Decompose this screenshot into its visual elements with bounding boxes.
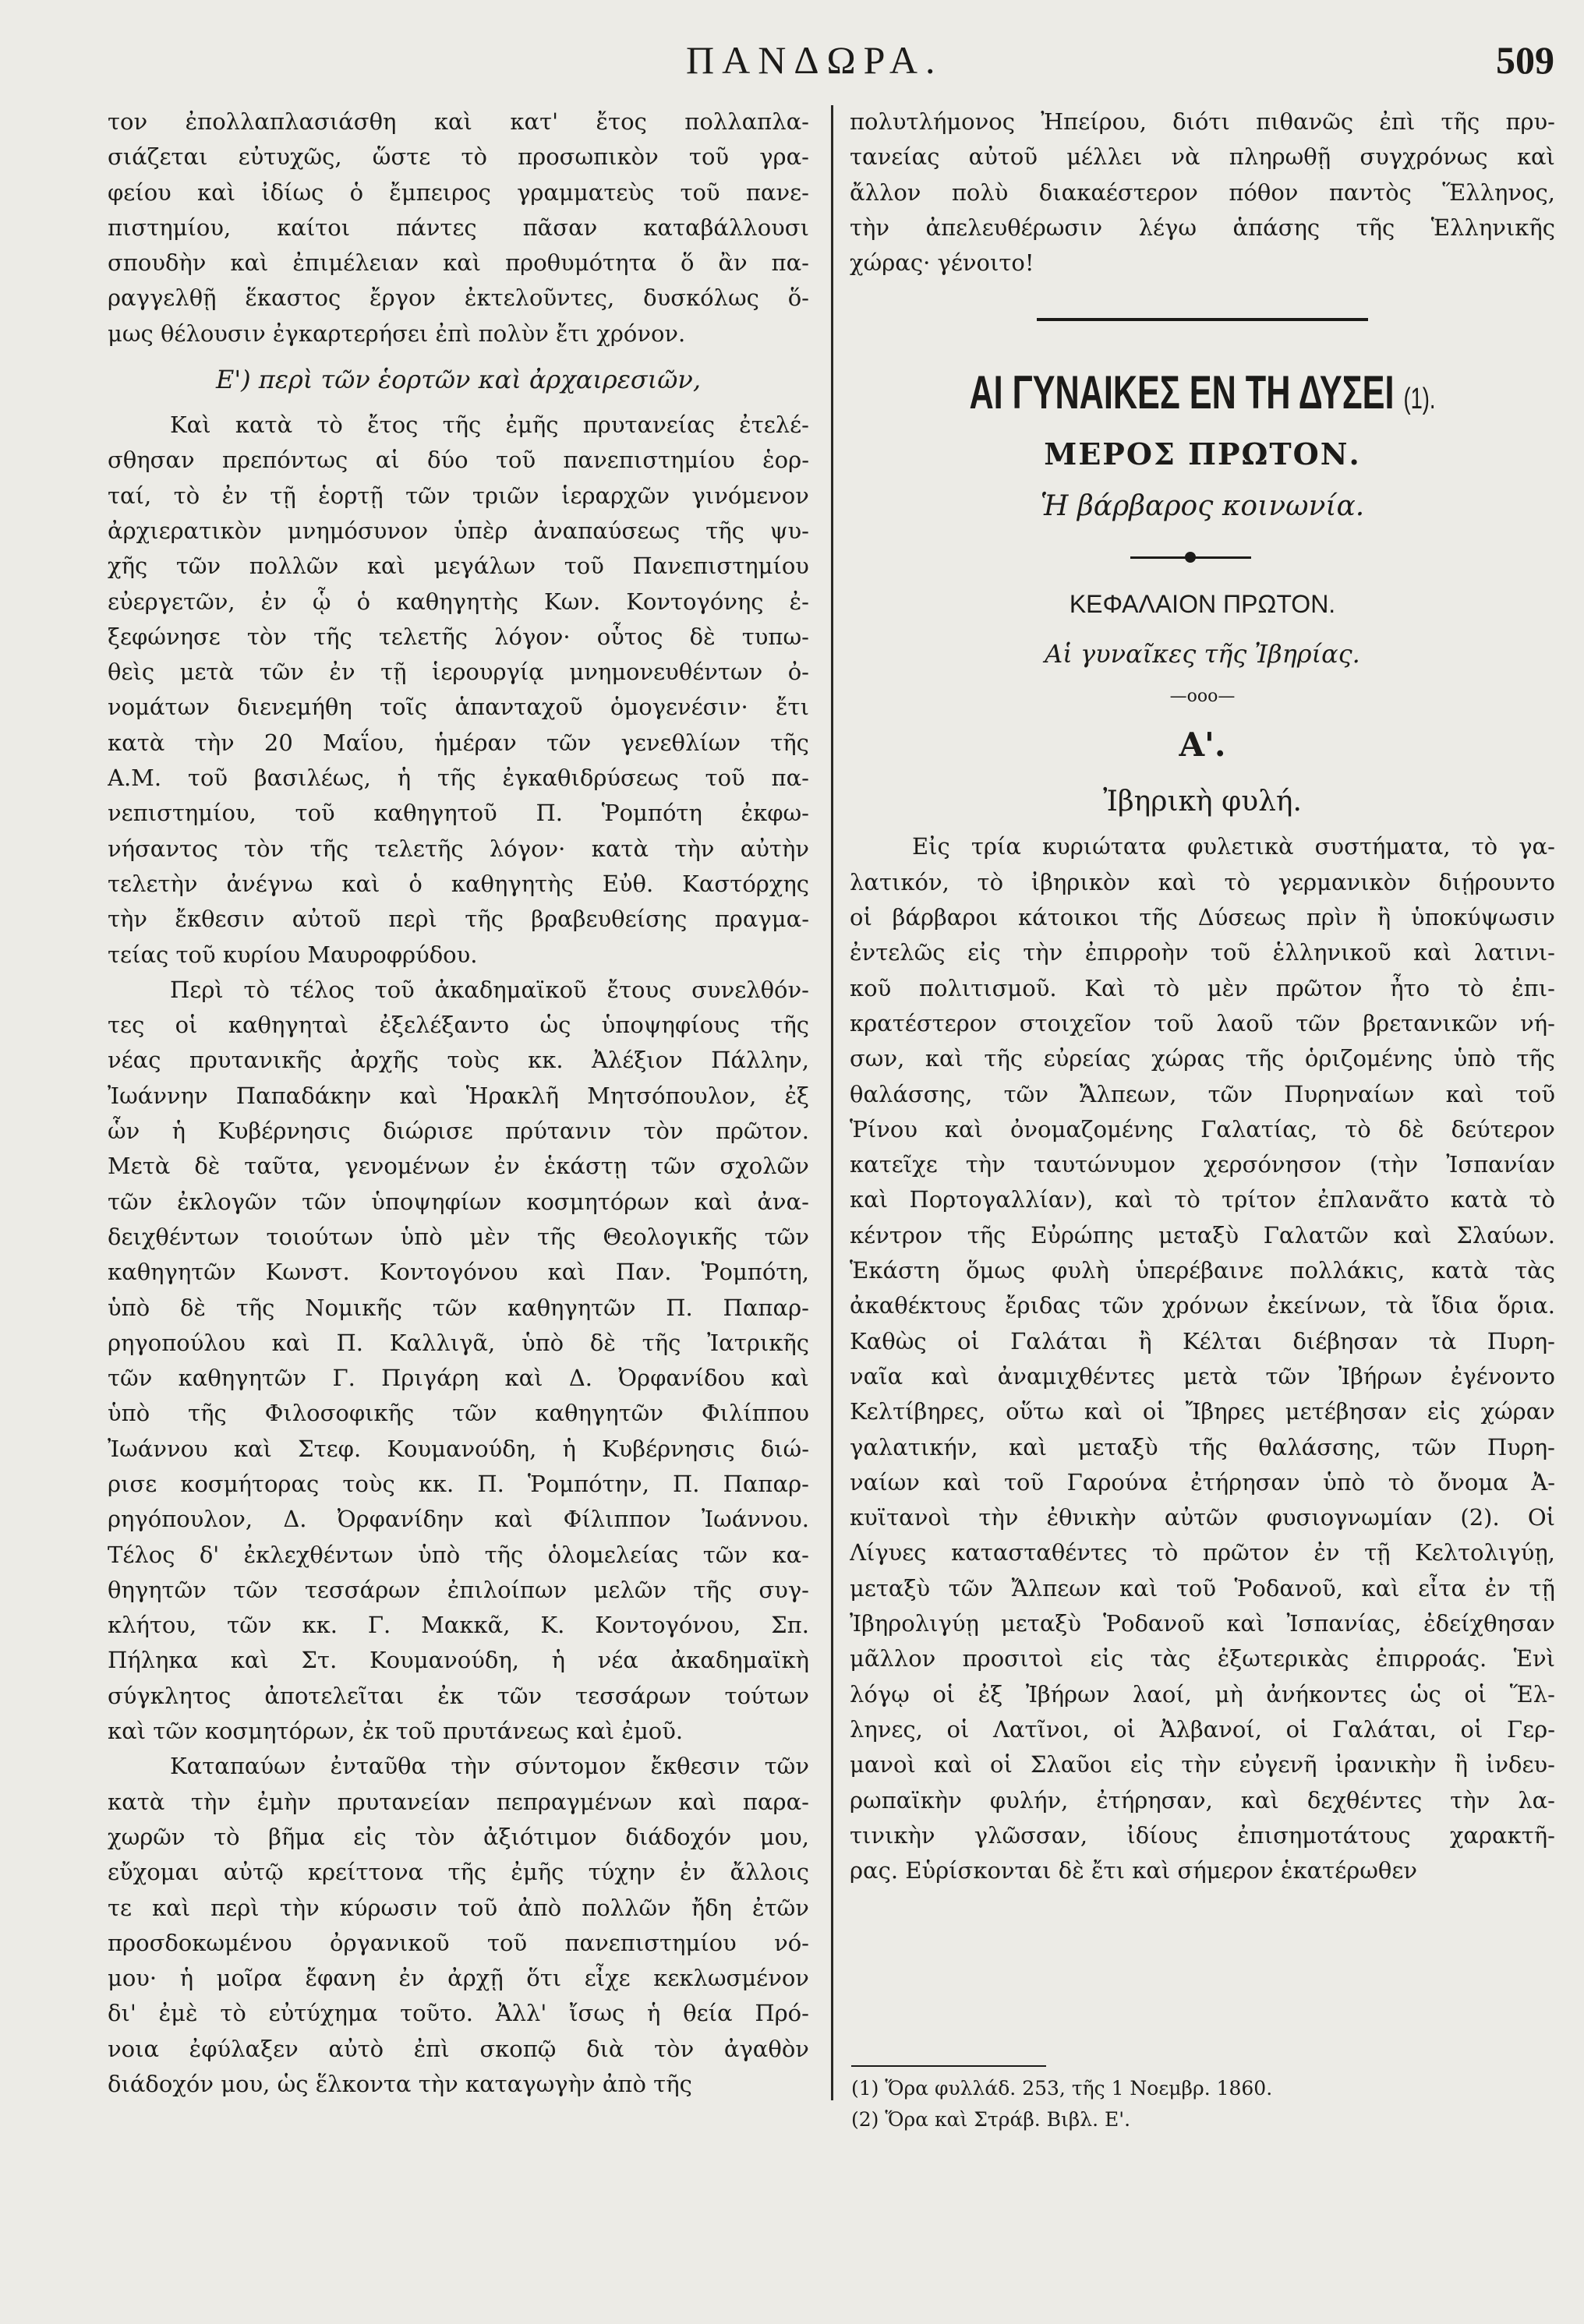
- text-line: χώρας· γένοιτο!: [850, 249, 1034, 277]
- section-title: Ἰβηρικὴ φυλή.: [1103, 786, 1302, 818]
- text-line: ἀρχιερατικὸν μνημόσυνον ὑπὲρ ἀναπαύσεως τῆς ψυ-: [108, 517, 809, 544]
- text-line: κυϊτανοὶ τὴν ἐθνικὴν αὐτῶν φυσιογνωμίαν (2). Οἱ: [850, 1504, 1555, 1531]
- text-line: ναίων καὶ τοῦ Γαρούνα ἐτήρησαν ὑπὸ τὸ ὄνομα Ἀ-: [850, 1468, 1555, 1496]
- text-line: κέντρον τῆς Εὐρώπης μεταξὺ Γαλατῶν καὶ Σλαύων.: [850, 1221, 1555, 1249]
- text-line: τες οἱ καθηγηταὶ ἐξελέξαντο ὡς ὑποψηφίους τῆς: [108, 1012, 809, 1039]
- text-line: τὴν ἔκθεσιν αὐτοῦ περὶ τῆς βραβευθείσης πραγμα-: [108, 906, 809, 933]
- text-line: ρισε κοσμήτορας τοὺς κκ. Π. Ῥομπότην, Π. Παπαρ-: [108, 1470, 809, 1497]
- text-line: καθηγητῶν Κωνστ. Κοντογόνου καὶ Παν. Ῥομπότη,: [108, 1259, 809, 1286]
- text-line: λατικόν, τὸ ἰβηρικὸν καὶ τὸ γερμανικὸν διῄρουντο: [850, 868, 1555, 895]
- text-line: τῶν ἐκλογῶν τῶν ὑποψηφίων κοσμητόρων καὶ ἀνα-: [108, 1188, 809, 1215]
- part-subtitle: Ἡ βάρβαρος κοινωνία.: [1040, 490, 1365, 523]
- text-line: κατὰ τὴν 20 Μαΐου, ἡμέραν τῶν γενεθλίων τῆς: [108, 729, 809, 756]
- text-line: ρας. Εὑρίσκονται δὲ ἔτι καὶ σήμερον ἑκατέρωθεν: [850, 1857, 1418, 1884]
- text-line: ὑπὸ τῆς Φιλοσοφικῆς τῶν καθηγητῶν Φιλίππου: [108, 1400, 809, 1427]
- text-line: σιάζεται εὐτυχῶς, ὥστε τὸ προσωπικὸν τοῦ γρα-: [108, 143, 809, 171]
- chapter-title: ΚΕΦΑΛΑΙΟΝ ΠΡΩΤΟΝ.: [1069, 590, 1336, 619]
- text-line: ναῖα καὶ ἀναμιχθέντες μετὰ τῶν Ἰβήρων ἐγένοντο: [850, 1362, 1555, 1390]
- text-line: καὶ Πορτογαλλίαν), καὶ τὸ τρίτον ἐπλανᾶτο κατὰ τὸ: [850, 1186, 1555, 1213]
- text-line: ραγγελθῇ ἕκαστος ἔργον ἐκτελοῦντες, δυσκόλως ὅ-: [108, 284, 809, 312]
- text-line: δι' ἐμὲ τὸ εὐτύχημα τοῦτο. Ἀλλ' ἴσως ἡ θεία Πρό-: [108, 2000, 809, 2027]
- text-line: ληνες, οἱ Λατῖνοι, οἱ Ἀλβανοί, οἱ Γαλάται, οἱ Γερ-: [850, 1715, 1555, 1743]
- text-line: κατεῖχε τὴν ταυτώνυμον χερσόνησον (τὴν Ἰσπανίαν: [850, 1151, 1555, 1178]
- text-line: ἀκαθέκτους ἔριδας τῶν χρόνων ἐκείνων, τὰ ἴδια ὅρια.: [850, 1292, 1555, 1319]
- text-line: νέας πρυτανικῆς ἀρχῆς τοὺς κκ. Ἀλέξιον Πάλλην,: [108, 1047, 809, 1074]
- text-line: τελετὴν ἀνέγνω καὶ ὁ καθηγητὴς Εὐθ. Καστόρχης: [108, 870, 809, 897]
- text-line: τὴν ἀπελευθέρωσιν λέγω ἁπάσης τῆς Ἑλληνικῆς: [850, 214, 1555, 241]
- text-line: ρηγοπούλου καὶ Π. Καλλιγᾶ, ὑπὸ δὲ τῆς Ἰατρικῆς: [108, 1329, 809, 1356]
- text-line: μου· ἡ μοῖρα ἔφανη ἐν ἀρχῇ ὅτι εἶχε κεκλωσμένον: [108, 1965, 809, 1992]
- text-line: τον ἐπολλαπλασιάσθη καὶ κατ' ἔτος πολλαπλα-: [108, 108, 809, 135]
- text-line: Εἰς τρία κυριώτατα φυλετικὰ συστήματα, τὸ γα-: [912, 833, 1555, 860]
- footnote-rule: [851, 2065, 1046, 2067]
- text-line: ρωπαϊκὴν φυλήν, ἐτήρησαν, καὶ δεχθέντες τὴν λα-: [850, 1786, 1555, 1814]
- text-line: γαλατικήν, καὶ μεταξὺ τῆς θαλάσσης, τῶν Πυρη-: [850, 1433, 1555, 1460]
- footnote-2: (2) Ὅρα καὶ Στράβ. Βιβλ. Ε'.: [851, 2108, 1131, 2131]
- text-line: Λίγυες κατασταθέντες τὸ πρῶτον ἐν τῇ Κελτολιγύῃ,: [850, 1539, 1555, 1566]
- text-line: ξεφώνησε τὸν τῆς τελετῆς λόγον· οὗτος δὲ τυπω-: [108, 623, 809, 650]
- text-line: πιστημίου, καίτοι πάντες πᾶσαν καταβάλλουσι: [108, 214, 809, 241]
- right-column: [850, 104, 1555, 1888]
- text-line: ἄλλον πολὺ διακαέστερον πόθον παντὸς Ἕλληνος,: [850, 178, 1555, 206]
- part-title: ΜΕΡΟΣ ΠΡΩΤΟΝ.: [1044, 436, 1361, 472]
- text-line: θηγητῶν τῶν τεσσάρων ἐπιλοίπων μελῶν τῆς συγ-: [108, 1576, 809, 1603]
- paragraph: [108, 408, 809, 973]
- text-line: τινικὴν γλῶσσαν, ἰδίους ἐπισημοτάτους χαρακτῆ-: [850, 1821, 1555, 1849]
- section-rule: [850, 281, 1555, 355]
- text-line: Ἰωάννην Παπαδάκην καὶ Ἡρακλῆ Μητσόπουλον, ἐξ: [108, 1082, 809, 1109]
- text-line: μεταξὺ τῶν Ἄλπεων καὶ τοῦ Ῥοδανοῦ, καὶ εἶτα ἐν τῇ: [850, 1574, 1555, 1602]
- separator: —ooo—: [1169, 687, 1236, 707]
- text-line: Μετὰ δὲ ταῦτα, γενομένων ἐν ἑκάστῃ τῶν σχολῶν: [108, 1153, 809, 1180]
- text-line: μᾶλλον προσιτοὶ εἰς τὰς ἐξωτερικὰς ἐπιρροάς. Ἑνὶ: [850, 1645, 1555, 1672]
- running-head: [0, 37, 1584, 92]
- paragraph: [850, 104, 1555, 281]
- text-line: καὶ τῶν κοσμητόρων, ἐκ τοῦ πρυτάνεως καὶ ἐμοῦ.: [108, 1718, 684, 1745]
- text-line: οἱ βάρβαροι κάτοικοι τῆς Δύσεως πρὶν ἢ ὑποκύψωσιν: [850, 904, 1555, 931]
- text-line: ταί, τὸ ἐν τῇ ἑορτῇ τῶν τριῶν ἱεραρχῶν γινόμενον: [108, 482, 809, 509]
- article-title: [949, 355, 1457, 430]
- text-line: κατὰ τὴν ἐμὴν πρυτανείαν πεπραγμένων καὶ παρα-: [108, 1788, 809, 1815]
- text-line: Καθὼς οἱ Γαλάται ἢ Κέλται διέβησαν τὰ Πυρη-: [850, 1327, 1555, 1354]
- text-line: δειχθέντων τοιούτων ὑπὸ μὲν τῆς Θεολογικῆς τῶν: [108, 1223, 809, 1250]
- paragraph: [850, 829, 1555, 1888]
- text-line: χῆς τῶν πολλῶν καὶ μεγάλων τοῦ Πανεπιστημίου: [108, 553, 809, 580]
- footnote-ref: (1).: [1403, 383, 1436, 416]
- footnote-1: (1) Ὅρα φυλλάδ. 253, τῆς 1 Νοεμβρ. 1860.: [851, 2077, 1273, 2100]
- left-column: [108, 104, 809, 2102]
- text-line: τε καὶ περὶ τὴν κύρωσιν τοῦ ἀπὸ πολλῶν ἤδη ἐτῶν: [108, 1894, 809, 1921]
- text-line: μως θέλουσιν ἐγκαρτερήσει ἐπὶ πολὺν ἔτι χρόνον.: [108, 320, 686, 347]
- text-line: Κελτίβηρες, οὕτω καὶ οἱ Ἴβηρες μετέβησαν εἰς χώραν: [850, 1398, 1555, 1425]
- text-line: νήσαντος τὸν τῆς τελετῆς λόγον· κατὰ τὴν αὐτὴν: [108, 835, 809, 862]
- text-line: κρατέστερον στοιχεῖον τοῦ λαοῦ τῶν βρετανικῶν νή-: [850, 1009, 1555, 1037]
- chapter-subtitle: Αἱ γυναῖκες τῆς Ἰβηρίας.: [1045, 639, 1360, 669]
- text-line: διάδοχόν μου, ὡς ἕλκοντα τὴν καταγωγὴν ἀπὸ τῆς: [108, 2071, 692, 2098]
- text-line: Τέλος δ' ἐκλεχθέντων ὑπὸ τῆς ὁλομελείας τῶν κα-: [108, 1541, 809, 1568]
- text-line: ὧν ἡ Κυβέρνησις διώρισε πρύτανιν τὸν πρῶτον.: [108, 1118, 809, 1145]
- text-line: σύγκλητος ἀποτελεῖται ἐκ τῶν τεσσάρων τούτων: [108, 1682, 809, 1709]
- text-line: εὔχομαι αὐτῷ κρείττονα τῆς ἐμῆς τύχην ἐν ἄλλοις: [108, 1859, 809, 1886]
- text-line: προσδοκωμένου ὀργανικοῦ τοῦ πανεπιστημίου νό-: [108, 1929, 809, 1956]
- text-line: ὑπὸ δὲ τῆς Νομικῆς τῶν καθηγητῶν Π. Παπαρ-: [108, 1294, 809, 1321]
- text-line: θεὶς μετὰ τῶν ἐν τῇ ἱερουργίᾳ μνημονευθέντων ὀ-: [108, 659, 809, 686]
- text-line: κοῦ πολιτισμοῦ. Καὶ τὸ μὲν πρῶτον ἦτο τὸ ἐπι-: [850, 974, 1555, 1001]
- text-line: Ῥίνου καὶ ὀνομαζομένης Γαλατίας, τὸ δὲ δεύτερον: [850, 1115, 1555, 1143]
- paragraph: [108, 1749, 809, 2102]
- section-letter: Α'.: [1179, 726, 1226, 765]
- paragraph: [108, 104, 809, 351]
- text-line: μανοὶ καὶ οἱ Σλαῦοι εἰς τὴν εὐγενῆ ἰρανικὴν ἢ ἰνδευ-: [850, 1751, 1555, 1778]
- ornament-divider: [850, 535, 1555, 578]
- text-line: Ἰβηρολιγύῃ μεταξὺ Ῥοδανοῦ καὶ Ἰσπανίας, ἐδείχθησαν: [850, 1610, 1555, 1637]
- article-title-text: ΑΙ ΓΥΝΑΙΚΕΣ ΕΝ ΤΗ ΔΥΣΕΙ: [969, 366, 1395, 419]
- horizontal-rule: [1037, 318, 1368, 321]
- text-line: Ἰωάννου καὶ Στεφ. Κουμανούδη, ἡ Κυβέρνησις διώ-: [108, 1435, 809, 1462]
- text-line: Α.Μ. τοῦ βασιλέως, ἡ τῆς ἐγκαθιδρύσεως τοῦ πα-: [108, 765, 809, 792]
- text-line: θαλάσσης, τῶν Ἄλπεων, τῶν Πυρηναίων καὶ τοῦ: [850, 1080, 1555, 1107]
- text-line: σπουδὴν καὶ ἐπιμέλειαν καὶ προθυμότητα ὅ ἂν πα-: [108, 249, 809, 277]
- text-line: τῶν καθηγητῶν Γ. Πριγάρη καὶ Δ. Ὀρφανίδου καὶ: [108, 1365, 809, 1392]
- column-divider: [831, 105, 833, 2100]
- text-line: νομάτων διενεμήθη τοῖς ἁπανταχοῦ ὁμογενέσιν· ἔτι: [108, 694, 809, 721]
- text-line: σθησαν πρεπόντως αἱ δύο τοῦ πανεπιστημίου ἑορ-: [108, 447, 809, 474]
- text-line: ρηγόπουλον, Δ. Ὀρφανίδην καὶ Φίλιππον Ἰωάννου.: [108, 1506, 809, 1533]
- text-line: σων, καὶ τῆς εὐρείας χώρας τῆς ὁριζομένης ὑπὸ τῆς: [850, 1045, 1555, 1072]
- text-line: ἐντελῶς εἰς τὴν ἐπιρροὴν τοῦ ἑλληνικοῦ καὶ λατινι-: [850, 939, 1555, 966]
- text-line: νοια ἐφύλαξεν αὐτὸ ἐπὶ σκοπῷ διὰ τὸν ἀγαθὸν: [108, 2035, 809, 2062]
- text-line: Πήληκα καὶ Στ. Κουμανούδη, ἡ νέα ἀκαδημαϊκὴ: [108, 1647, 809, 1674]
- paragraph: [108, 973, 809, 1750]
- page-title: ΠΑΝΔΩΡΑ.: [686, 38, 943, 82]
- text-line: κλήτου, τῶν κκ. Γ. Μακκᾶ, Κ. Κοντογόνου, Σπ.: [108, 1612, 809, 1639]
- text-line: φείου καὶ ἰδίως ὁ ἔμπειρος γραμματεὺς τοῦ πανε-: [108, 178, 809, 206]
- text-line: λόγῳ οἱ ἐξ Ἰβήρων λαοί, μὴ ἀνήκοντες ὡς οἱ Ἕλ-: [850, 1680, 1555, 1708]
- text-line: χωρῶν τὸ βῆμα εἰς τὸν ἀξιότιμον διάδοχόν μου,: [108, 1823, 809, 1850]
- text-line: τείας τοῦ κυρίου Μαυροφρύδου.: [108, 941, 478, 968]
- text-line: νεπιστημίου, τοῦ καθηγητοῦ Π. Ῥομπότη ἐκφω-: [108, 800, 809, 827]
- text-line: τανείας αὐτοῦ μέλλει νὰ πληρωθῇ συγχρόνως καὶ: [850, 143, 1555, 171]
- page-number: 509: [1496, 38, 1554, 82]
- footnotes: [851, 2073, 1553, 2135]
- text-line: Καταπαύων ἐνταῦθα τὴν σύντομον ἔκθεσιν τῶν: [170, 1753, 809, 1780]
- text-line: Ἑκάστη ὅμως φυλὴ ὑπερέβαινε πολλάκις, κατὰ τὰς: [850, 1257, 1555, 1284]
- text-line: πολυτλήμονος Ἠπείρου, διότι πιθανῶς ἐπὶ τῆς πρυ-: [850, 108, 1555, 135]
- text-line: εὐεργετῶν, ἐν ᾧ ὁ καθηγητὴς Κων. Κοντογόνης ἐ-: [108, 588, 809, 615]
- section-heading: Ε') περὶ τῶν ἑορτῶν καὶ ἀρχαιρεσιῶν,: [215, 365, 701, 395]
- ornament-dot: [1185, 552, 1196, 563]
- text-line: Καὶ κατὰ τὸ ἔτος τῆς ἐμῆς πρυτανείας ἐτελέ-: [170, 411, 809, 439]
- text-line: Περὶ τὸ τέλος τοῦ ἀκαδημαϊκοῦ ἔτους συνελθόν-: [170, 976, 809, 1003]
